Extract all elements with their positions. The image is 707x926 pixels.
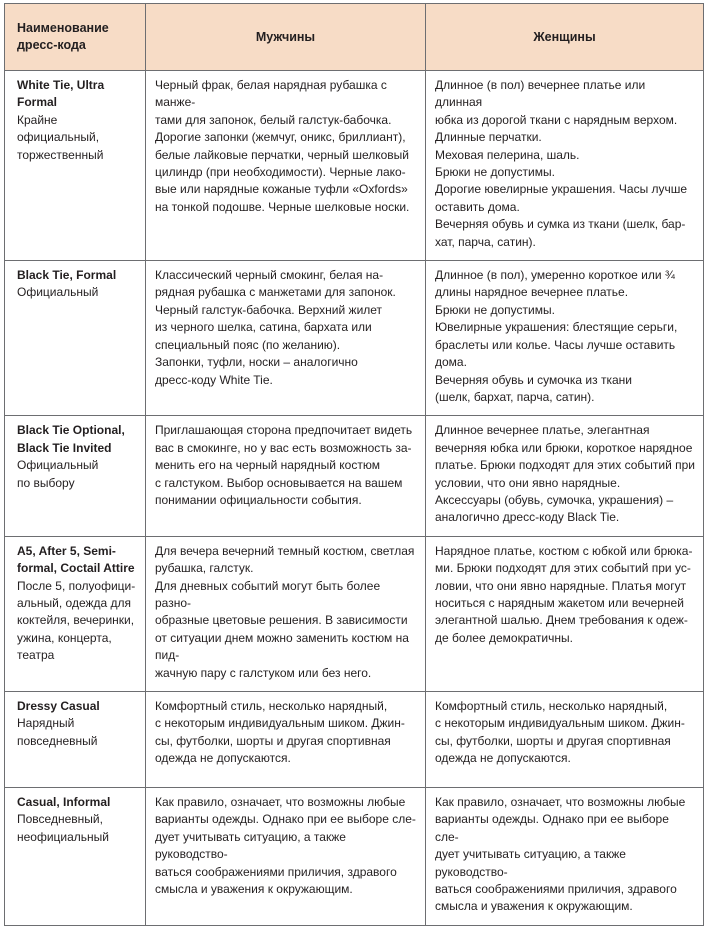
men-cell: Как правило, означает, что возможны любые варианты одежды. Однако при ее выборе сле- дует учитывать ситуацию, а также руководство- ваться соображениями приличия, здравого смысла и уважения к окружающим. <box>146 788 426 926</box>
women-cell: Длинное вечернее платье, элегантная вечерняя юбка или брюки, короткое нарядное платье. Брюки подходят для этих событий при условии, что они явно нарядные. Аксессуары (обувь, сумочка, украшения) – аналогично дресс-коду Black Tie. <box>426 416 704 536</box>
dress-code-title: A5, After 5, Semi- formal, Coctail Attire <box>17 543 135 576</box>
dress-code-subtitle: После 5, полуофици- альный, одежда для коктейля, вечеринки, ужина, концерта, театра <box>17 578 136 663</box>
dress-code-name-cell <box>5 416 146 536</box>
table-header-row <box>5 4 704 71</box>
dress-code-name-cell <box>5 536 146 691</box>
header-men: Мужчины <box>146 4 426 71</box>
dress-code-title: Black Tie, Formal <box>17 268 117 283</box>
table-row <box>5 788 704 926</box>
table-row <box>5 71 704 261</box>
men-cell: Классический черный смокинг, белая на- рядная рубашка с манжетами для запонок. Черный галстук-бабочка. Верхний жилет из черного шелка, сатина, бархата или специальный пояс (по желанию). Запонки, туфли, носки – аналогично дресс-коду White Tie. <box>146 261 426 416</box>
dress-code-subtitle: Повседневный, неофициальный <box>17 812 110 844</box>
women-cell: Длинное (в пол), умеренно короткое или ¾ длины нарядное вечернее платье. Брюки не допустимы. Ювелирные украшения: блестящие серьги, браслеты или колье. Часы лучше оставить дома. Вечерняя обувь и сумочка из ткани (шелк, бархат, парча, сатин). <box>426 261 704 416</box>
men-cell: Черный фрак, белая нарядная рубашка с манже- тами для запонок, белый галстук-бабочка. Дорогие запонки (жемчуг, оникс, бриллиант), белые лайковые перчатки, черный шелковый цилиндр (при необходимости). Черные лако- вые или нарядные кожаные туфли «Oxfords» на тонкой подошве. Черные шелковые носки. <box>146 71 426 261</box>
dress-code-title: Dressy Casual <box>17 699 100 713</box>
dress-code-title: White Tie, Ultra Formal <box>17 78 105 110</box>
dress-code-title: Casual, Informal <box>17 795 111 809</box>
table-row <box>5 416 704 536</box>
men-cell: Для вечера вечерний темный костюм, светлая рубашка, галстук. Для дневных событий могут быть более разно- образные цветовые решения. В зависимости от ситуации днем можно заменить костюм на пид- жачную пару с галстуком или без него. <box>146 536 426 691</box>
dress-code-subtitle: Нарядный повседневный <box>17 716 98 748</box>
table-row <box>5 692 704 788</box>
dress-code-name-cell <box>5 788 146 926</box>
women-cell: Как правило, означает, что возможны любые варианты одежды. Однако при ее выборе сле- дует учитывать ситуацию, а также руководство- ваться соображениями приличия, здравого смысла и уважения к окружающим. <box>426 788 704 926</box>
women-cell: Комфортный стиль, несколько нарядный, с некоторым индивидуальным шиком. Джин- сы, футболки, шорты и другая спортивная одежда не допускаются. <box>426 692 704 788</box>
dress-code-name-cell <box>5 692 146 788</box>
table-row <box>5 536 704 691</box>
table-row <box>5 261 704 416</box>
dress-code-title: Black Tie Optional, Black Tie Invited <box>17 423 125 455</box>
men-cell: Приглашающая сторона предпочитает видеть вас в смокинге, но у вас есть возможность за- менить его на черный нарядный костюм с галстуком. Выбор основывается на вашем понимании официальности события. <box>146 416 426 536</box>
men-cell: Комфортный стиль, несколько нарядный, с некоторым индивидуальным шиком. Джин- сы, футболки, шорты и другая спортивная одежда не допускаются. <box>146 692 426 788</box>
header-name: Наименование дресс-кода <box>5 4 146 71</box>
dress-code-table <box>4 3 704 926</box>
women-cell: Длинное (в пол) вечернее платье или длинная юбка из дорогой ткани с нарядным верхом. Длинные перчатки. Меховая пелерина, шаль. Брюки не допустимы. Дорогие ювелирные украшения. Часы лучше оставить дома. Вечерняя обувь и сумка из ткани (шелк, бар- хат, парча, сатин). <box>426 71 704 261</box>
women-cell: Нарядное платье, костюм с юбкой или брюка- ми. Брюки подходят для этих событий при ус- ловии, что они явно нарядные. Платья могут носиться с нарядным жакетом или вечерней элегантной шалью. Днем требования к одеж- де более демократичны. <box>426 536 704 691</box>
dress-code-name-cell <box>5 71 146 261</box>
dress-code-name-cell <box>5 261 146 416</box>
dress-code-subtitle: Официальный по выбору <box>17 458 99 490</box>
dress-code-subtitle: Крайне официальный, торжественный <box>17 112 104 162</box>
header-women: Женщины <box>426 4 704 71</box>
dress-code-subtitle: Официальный <box>17 285 99 300</box>
